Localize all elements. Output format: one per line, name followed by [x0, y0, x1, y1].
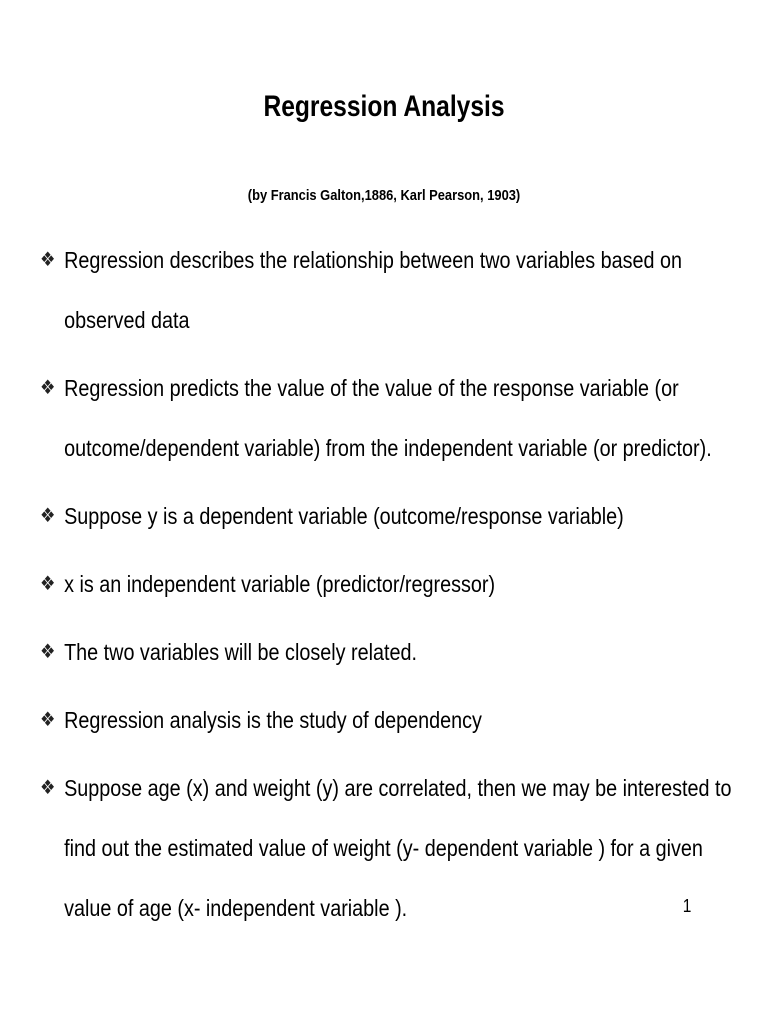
bullet-text: The two variables will be closely related.: [64, 639, 417, 665]
bullet-item: [40, 486, 752, 546]
bullet-item: [40, 230, 718, 350]
bullet-text: Suppose age (x) and weight (y) are correlated, then we may be interested to find out the estimated value of weight (y- dependent variable ) for a given value of age (x- independent variable ).: [64, 775, 732, 921]
bullet-item: [40, 358, 752, 478]
four-diamond-star-icon: ❖: [40, 777, 56, 799]
slide-title: Regression Analysis: [263, 90, 505, 123]
bullet-item: [40, 758, 752, 938]
bullet-item: [40, 622, 752, 682]
four-diamond-star-icon: ❖: [40, 377, 56, 399]
four-diamond-star-icon: ❖: [40, 709, 56, 731]
bullet-list: [40, 230, 740, 946]
bullet-item: [40, 690, 752, 750]
four-diamond-star-icon: ❖: [40, 505, 56, 527]
bullet-item: [40, 554, 752, 614]
bullet-text: Suppose y is a dependent variable (outcome/response variable): [64, 503, 624, 529]
bullet-text: Regression predicts the value of the value of the response variable (or outcome/dependent variable) from the independent variable (or predictor).: [64, 375, 712, 461]
page-number: 1: [682, 896, 692, 916]
slide-subtitle: (by Francis Galton,1886, Karl Pearson, 1903): [247, 187, 521, 204]
four-diamond-star-icon: ❖: [40, 641, 56, 663]
bullet-text: x is an independent variable (predictor/regressor): [64, 571, 496, 597]
bullet-text: Regression describes the relationship between two variables based on observed data: [64, 247, 683, 333]
four-diamond-star-icon: ❖: [40, 573, 56, 595]
four-diamond-star-icon: ❖: [40, 249, 56, 271]
bullet-text: Regression analysis is the study of dependency: [64, 707, 482, 733]
